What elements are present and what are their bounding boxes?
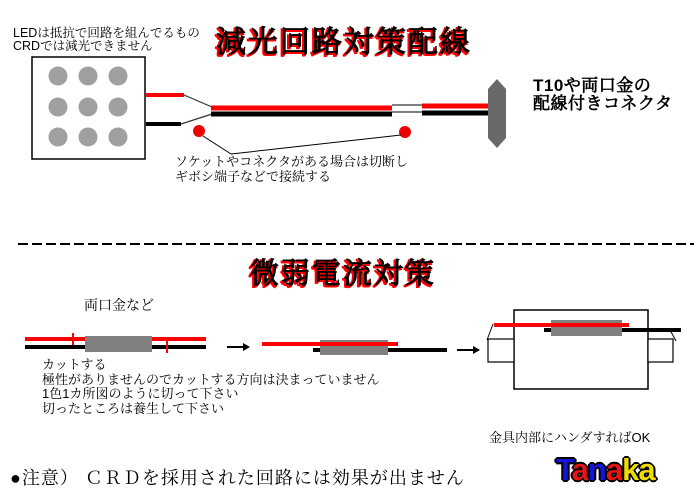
fig1-bulb-body (85, 336, 152, 352)
led-dot (49, 98, 68, 117)
cut-note-leader-line (203, 135, 401, 154)
cut-point-dot-right (399, 126, 411, 138)
fig3-left-solder-lead (487, 324, 493, 340)
led-dot (79, 128, 98, 147)
logo-letter: a (638, 452, 655, 487)
cut-instruction-line: 極性がありませんのでカットする方向は決まっていません (42, 371, 380, 387)
current-section-title: 微弱電流対策 (250, 258, 437, 290)
led-dot (49, 67, 68, 86)
cut-note-line1: ソケットやコネクタがある場合は切断し (175, 154, 408, 169)
cut-note-line2: ギボシ端子などで接続する (175, 169, 332, 184)
logo-letter: a (571, 452, 588, 487)
logo-letter: a (605, 452, 623, 487)
logo-letter: k (622, 452, 639, 487)
tanaka-logo (556, 452, 655, 488)
connector-label-line1: T10や両口金の (533, 76, 652, 95)
led-dot (109, 67, 128, 86)
arrow-2-head (473, 346, 480, 354)
logo-letter: n (587, 452, 606, 487)
cut-instruction-line: カットする (42, 357, 107, 372)
crd-warning-note: ●注意） ＣＲＤを採用された回路には効果が出ません (10, 468, 465, 488)
led-note (13, 27, 200, 53)
led-dot (79, 67, 98, 86)
led-dot (109, 128, 128, 147)
cut-instruction-line: 切ったところは養生して下さい (42, 400, 225, 416)
fig3-right-cap (648, 339, 673, 362)
solder-note: 金具内部にハンダすればOK (489, 430, 651, 445)
bulb-type-label: 両口金など (84, 297, 154, 313)
cut-instructions (42, 358, 379, 416)
fig3-resistor-body (551, 320, 622, 336)
led-note-line2: CRDでは減光できません (13, 39, 153, 53)
led-dots (49, 67, 128, 147)
led-dot (49, 128, 68, 147)
led-dot (79, 98, 98, 117)
connector-label (533, 77, 673, 113)
wire-taper-bottom (181, 114, 212, 124)
dimming-section-title: 減光回路対策配線 (216, 26, 472, 59)
connector-body (488, 79, 506, 148)
logo-letter: T (556, 452, 572, 487)
fig3-left-cap (488, 339, 514, 362)
cut-note (175, 154, 408, 184)
wire-taper-top (184, 95, 212, 107)
led-note-line1: LEDは抵抗で回路を組んでるもの (13, 26, 200, 40)
cut-point-dot-left (193, 125, 205, 137)
arrow-1-head (243, 343, 250, 351)
connector-label-line2: 配線付きコネクタ (533, 94, 673, 113)
cut-instruction-line: 1色1カ所図のように切って下さい (42, 386, 239, 401)
led-dot (109, 98, 128, 117)
